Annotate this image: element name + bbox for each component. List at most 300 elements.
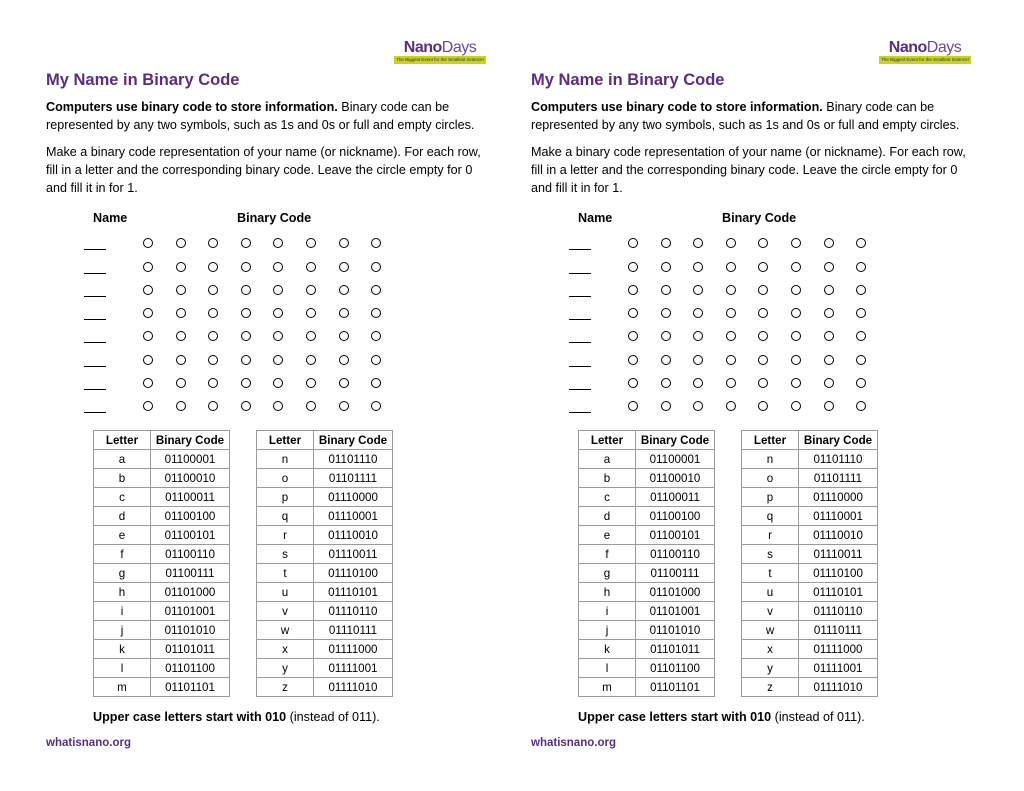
binary-bit-circle[interactable] (208, 331, 218, 341)
binary-code-cell: 01100010 (151, 469, 230, 488)
binary-bit-circle[interactable] (241, 285, 251, 295)
binary-bit-circle[interactable] (306, 285, 316, 295)
binary-bit-circle[interactable] (628, 378, 638, 388)
binary-column-header: Binary Code (237, 211, 312, 225)
binary-bit-circle[interactable] (661, 308, 671, 318)
uppercase-note-bold: Upper case letters start with 010 (93, 710, 287, 724)
letter-cell: x (257, 640, 314, 659)
uppercase-note-rest: (instead of 011). (286, 710, 380, 724)
table-row (579, 526, 715, 545)
binary-bit-circle[interactable] (693, 285, 703, 295)
letter-header: Letter (742, 431, 799, 450)
binary-bit-circle[interactable] (824, 262, 834, 272)
binary-bit-circle[interactable] (176, 238, 186, 248)
letter-cell: v (257, 602, 314, 621)
binary-code-cell: 01110000 (314, 488, 393, 507)
binary-bit-circle[interactable] (143, 285, 153, 295)
binary-bit-circle[interactable] (791, 378, 801, 388)
intro-bold: Computers use binary code to store information. (46, 100, 338, 114)
letter-blank-line[interactable] (84, 273, 106, 274)
binary-bit-circle[interactable] (824, 355, 834, 365)
binary-bit-circle[interactable] (273, 308, 283, 318)
binary-bit-circle[interactable] (791, 262, 801, 272)
letter-cell: e (579, 526, 636, 545)
table-row (742, 469, 878, 488)
binary-bit-circle[interactable] (143, 308, 153, 318)
binary-bit-circle[interactable] (176, 331, 186, 341)
letter-blank-line[interactable] (569, 342, 591, 343)
binary-code-cell: 01101101 (151, 678, 230, 697)
binary-code-cell: 01110010 (799, 526, 878, 545)
binary-column-header: Binary Code (722, 211, 797, 225)
logo-tagline: The Biggest Event for the Smallest Science! (881, 57, 969, 62)
binary-bit-circle[interactable] (693, 401, 703, 411)
letter-cell: q (742, 507, 799, 526)
name-column-header: Name (93, 211, 128, 225)
binary-bit-circle[interactable] (306, 401, 316, 411)
binary-code-cell: 01100110 (636, 545, 715, 564)
binary-bit-circle[interactable] (143, 401, 153, 411)
binary-code-cell: 01101110 (314, 450, 393, 469)
table-row (579, 678, 715, 697)
binary-bit-circle[interactable] (241, 308, 251, 318)
binary-bit-circle[interactable] (824, 285, 834, 295)
binary-bit-circle[interactable] (306, 308, 316, 318)
binary-code-header: Binary Code (799, 431, 878, 450)
table-row (94, 507, 230, 526)
logo-tagline: The Biggest Event for the Smallest Science! (396, 57, 484, 62)
table-row (742, 583, 878, 602)
binary-bit-circle[interactable] (143, 262, 153, 272)
table-row (742, 564, 878, 583)
table-row (94, 469, 230, 488)
binary-code-cell: 01100100 (151, 507, 230, 526)
binary-bit-circle[interactable] (628, 331, 638, 341)
binary-bit-circle[interactable] (273, 285, 283, 295)
binary-bit-circle[interactable] (143, 355, 153, 365)
letter-cell: b (94, 469, 151, 488)
binary-bit-circle[interactable] (758, 378, 768, 388)
binary-bit-circle[interactable] (693, 378, 703, 388)
binary-bit-circle[interactable] (791, 355, 801, 365)
letter-cell: f (579, 545, 636, 564)
binary-bit-circle[interactable] (693, 308, 703, 318)
binary-bit-circle[interactable] (371, 378, 381, 388)
binary-bit-circle[interactable] (726, 285, 736, 295)
binary-bit-circle[interactable] (176, 262, 186, 272)
table-row (579, 564, 715, 583)
binary-bit-circle[interactable] (176, 378, 186, 388)
binary-table-a-m (93, 430, 230, 697)
table-row (94, 450, 230, 469)
binary-bit-circle[interactable] (758, 401, 768, 411)
table-row (257, 583, 393, 602)
page-title: My Name in Binary Code (531, 71, 725, 89)
letter-cell: a (579, 450, 636, 469)
table-row (579, 583, 715, 602)
letter-cell: s (257, 545, 314, 564)
table-row (257, 640, 393, 659)
binary-bit-circle[interactable] (758, 238, 768, 248)
binary-code-cell: 01101111 (799, 469, 878, 488)
letter-cell: l (94, 659, 151, 678)
table-row (742, 507, 878, 526)
worksheet-right (485, 0, 970, 791)
binary-table-a-m (578, 430, 715, 697)
binary-bit-circle[interactable] (371, 401, 381, 411)
binary-bit-circle[interactable] (726, 238, 736, 248)
letter-cell: i (579, 602, 636, 621)
intro-paragraph (531, 98, 971, 134)
binary-code-cell: 01111001 (799, 659, 878, 678)
letter-blank-line[interactable] (84, 296, 106, 297)
binary-bit-circle[interactable] (339, 401, 349, 411)
binary-code-cell: 01101000 (151, 583, 230, 602)
letter-cell: i (94, 602, 151, 621)
binary-bit-circle[interactable] (791, 401, 801, 411)
letter-cell: t (742, 564, 799, 583)
letter-blank-line[interactable] (84, 319, 106, 320)
intro-rest: Binary code can be represented by any two symbols, such as 1s and 0s or full and empty circles. (531, 100, 960, 132)
binary-bit-circle[interactable] (371, 285, 381, 295)
table-row (742, 526, 878, 545)
binary-bit-circle[interactable] (339, 378, 349, 388)
binary-code-cell: 01110011 (799, 545, 878, 564)
binary-code-cell: 01110000 (799, 488, 878, 507)
table-row (742, 602, 878, 621)
letter-cell: z (257, 678, 314, 697)
binary-bit-circle[interactable] (176, 355, 186, 365)
letter-blank-line[interactable] (569, 389, 591, 390)
binary-bit-circle[interactable] (661, 262, 671, 272)
binary-bit-circle[interactable] (856, 238, 866, 248)
binary-bit-circle[interactable] (273, 378, 283, 388)
binary-code-cell: 01100001 (151, 450, 230, 469)
binary-code-cell: 01110001 (799, 507, 878, 526)
table-row (579, 450, 715, 469)
binary-code-cell: 01100110 (151, 545, 230, 564)
letter-cell: x (742, 640, 799, 659)
binary-bit-circle[interactable] (208, 378, 218, 388)
binary-bit-circle[interactable] (176, 401, 186, 411)
table-row (94, 488, 230, 507)
binary-code-cell: 01101110 (799, 450, 878, 469)
binary-bit-circle[interactable] (856, 401, 866, 411)
binary-bit-circle[interactable] (758, 331, 768, 341)
binary-bit-circle[interactable] (824, 238, 834, 248)
binary-bit-circle[interactable] (824, 331, 834, 341)
letter-blank-line[interactable] (569, 249, 591, 250)
uppercase-note (93, 710, 380, 724)
binary-code-cell: 01110011 (314, 545, 393, 564)
binary-code-cell: 01110111 (799, 621, 878, 640)
binary-code-cell: 01110101 (314, 583, 393, 602)
binary-bit-circle[interactable] (273, 355, 283, 365)
table-row (742, 659, 878, 678)
binary-bit-circle[interactable] (824, 401, 834, 411)
binary-bit-circle[interactable] (628, 401, 638, 411)
letter-cell: d (94, 507, 151, 526)
binary-bit-circle[interactable] (856, 378, 866, 388)
binary-bit-circle[interactable] (371, 262, 381, 272)
letter-cell: w (742, 621, 799, 640)
binary-code-cell: 01101010 (151, 621, 230, 640)
binary-bit-circle[interactable] (208, 355, 218, 365)
letter-cell: o (257, 469, 314, 488)
table-row (94, 678, 230, 697)
binary-bit-circle[interactable] (693, 262, 703, 272)
binary-table-n-z (741, 430, 878, 697)
letter-blank-line[interactable] (569, 366, 591, 367)
binary-bit-circle[interactable] (758, 355, 768, 365)
letter-cell: h (579, 583, 636, 602)
binary-bit-circle[interactable] (176, 308, 186, 318)
binary-bit-circle[interactable] (791, 331, 801, 341)
letter-cell: q (257, 507, 314, 526)
page-title: My Name in Binary Code (46, 71, 240, 89)
binary-code-cell: 01111000 (314, 640, 393, 659)
binary-bit-circle[interactable] (208, 401, 218, 411)
binary-code-cell: 01101011 (636, 640, 715, 659)
letter-cell: z (742, 678, 799, 697)
letter-cell: y (257, 659, 314, 678)
table-row (579, 488, 715, 507)
letter-cell: d (579, 507, 636, 526)
binary-bit-circle[interactable] (143, 238, 153, 248)
table-row (94, 659, 230, 678)
letter-cell: j (94, 621, 151, 640)
binary-bit-circle[interactable] (661, 331, 671, 341)
binary-bit-circle[interactable] (241, 355, 251, 365)
binary-bit-circle[interactable] (339, 238, 349, 248)
binary-bit-circle[interactable] (628, 262, 638, 272)
binary-bit-circle[interactable] (726, 355, 736, 365)
binary-code-cell: 01110101 (799, 583, 878, 602)
table-row (742, 640, 878, 659)
intro-bold: Computers use binary code to store information. (531, 100, 823, 114)
letter-blank-line[interactable] (84, 389, 106, 390)
binary-bit-circle[interactable] (143, 331, 153, 341)
binary-bit-circle[interactable] (306, 331, 316, 341)
binary-bit-circle[interactable] (339, 262, 349, 272)
letter-cell: h (94, 583, 151, 602)
binary-bit-circle[interactable] (628, 238, 638, 248)
letter-blank-line[interactable] (84, 412, 106, 413)
binary-bit-circle[interactable] (628, 308, 638, 318)
table-row (257, 659, 393, 678)
binary-bit-circle[interactable] (693, 355, 703, 365)
letter-cell: y (742, 659, 799, 678)
letter-cell: k (579, 640, 636, 659)
binary-bit-circle[interactable] (726, 331, 736, 341)
letter-cell: w (257, 621, 314, 640)
binary-bit-circle[interactable] (371, 238, 381, 248)
table-row (579, 621, 715, 640)
binary-bit-circle[interactable] (273, 331, 283, 341)
binary-bit-circle[interactable] (758, 285, 768, 295)
table-row (257, 469, 393, 488)
name-column-header: Name (578, 211, 613, 225)
binary-code-cell: 01110110 (314, 602, 393, 621)
binary-bit-circle[interactable] (726, 262, 736, 272)
binary-bit-circle[interactable] (693, 238, 703, 248)
table-row (257, 545, 393, 564)
binary-bit-circle[interactable] (726, 308, 736, 318)
letter-cell: l (579, 659, 636, 678)
letter-blank-line[interactable] (569, 319, 591, 320)
binary-bit-circle[interactable] (339, 308, 349, 318)
binary-code-cell: 01101100 (636, 659, 715, 678)
binary-bit-circle[interactable] (241, 262, 251, 272)
instructions-paragraph: Make a binary code representation of your name (or nickname). For each row, fill in a letter and the corresponding binary code. Leave the circle empty for 0 and fill it in for 1. (531, 145, 966, 195)
binary-code-cell: 01101101 (636, 678, 715, 697)
letter-blank-line[interactable] (84, 249, 106, 250)
binary-bit-circle[interactable] (143, 378, 153, 388)
letter-blank-line[interactable] (569, 296, 591, 297)
uppercase-note (578, 710, 865, 724)
binary-bit-circle[interactable] (726, 401, 736, 411)
binary-code-cell: 01110110 (799, 602, 878, 621)
binary-bit-circle[interactable] (726, 378, 736, 388)
letter-cell: n (742, 450, 799, 469)
binary-bit-circle[interactable] (371, 308, 381, 318)
binary-bit-circle[interactable] (693, 331, 703, 341)
binary-bit-circle[interactable] (208, 238, 218, 248)
binary-bit-circle[interactable] (371, 331, 381, 341)
binary-bit-circle[interactable] (208, 285, 218, 295)
instructions-paragraph: Make a binary code representation of your name (or nickname). For each row, fill in a letter and the corresponding binary code. Leave the circle empty for 0 and fill it in for 1. (46, 145, 481, 195)
letter-cell: a (94, 450, 151, 469)
binary-code-cell: 01101111 (314, 469, 393, 488)
letter-cell: n (257, 450, 314, 469)
binary-bit-circle[interactable] (791, 238, 801, 248)
letter-cell: t (257, 564, 314, 583)
table-row (257, 602, 393, 621)
binary-bit-circle[interactable] (856, 262, 866, 272)
binary-code-cell: 01111000 (799, 640, 878, 659)
letter-cell: v (742, 602, 799, 621)
letter-blank-line[interactable] (84, 342, 106, 343)
letter-cell: p (742, 488, 799, 507)
letter-cell: e (94, 526, 151, 545)
table-row (94, 602, 230, 621)
binary-bit-circle[interactable] (241, 238, 251, 248)
table-row (742, 450, 878, 469)
letter-cell: m (94, 678, 151, 697)
binary-bit-circle[interactable] (273, 262, 283, 272)
binary-table-n-z (256, 430, 393, 697)
binary-bit-circle[interactable] (306, 378, 316, 388)
binary-bit-circle[interactable] (241, 401, 251, 411)
binary-code-cell: 01100111 (151, 564, 230, 583)
table-row (94, 621, 230, 640)
binary-bit-circle[interactable] (791, 285, 801, 295)
binary-bit-circle[interactable] (661, 238, 671, 248)
binary-code-header: Binary Code (151, 431, 230, 450)
binary-bit-circle[interactable] (661, 355, 671, 365)
binary-bit-circle[interactable] (661, 285, 671, 295)
binary-bit-circle[interactable] (208, 262, 218, 272)
binary-bit-circle[interactable] (791, 308, 801, 318)
binary-bit-circle[interactable] (758, 262, 768, 272)
binary-bit-circle[interactable] (273, 238, 283, 248)
table-row (257, 564, 393, 583)
binary-bit-circle[interactable] (208, 308, 218, 318)
table-row (94, 640, 230, 659)
letter-cell: r (257, 526, 314, 545)
binary-bit-circle[interactable] (371, 355, 381, 365)
table-row (579, 507, 715, 526)
table-row (257, 450, 393, 469)
binary-bit-circle[interactable] (176, 285, 186, 295)
binary-bit-circle[interactable] (856, 308, 866, 318)
letter-cell: r (742, 526, 799, 545)
binary-code-cell: 01110001 (314, 507, 393, 526)
letter-cell: s (742, 545, 799, 564)
table-row (94, 583, 230, 602)
logo-wordmark: NanoDays (888, 39, 962, 56)
binary-code-cell: 01110111 (314, 621, 393, 640)
footer-url[interactable]: whatisnano.org (531, 737, 616, 749)
table-row (742, 545, 878, 564)
binary-bit-circle[interactable] (306, 355, 316, 365)
binary-code-cell: 01100101 (636, 526, 715, 545)
binary-bit-circle[interactable] (339, 331, 349, 341)
binary-code-header: Binary Code (636, 431, 715, 450)
binary-bit-circle[interactable] (758, 308, 768, 318)
letter-blank-line[interactable] (84, 366, 106, 367)
binary-bit-circle[interactable] (339, 355, 349, 365)
binary-bit-circle[interactable] (241, 378, 251, 388)
letter-blank-line[interactable] (569, 273, 591, 274)
binary-bit-circle[interactable] (661, 401, 671, 411)
uppercase-note-rest: (instead of 011). (771, 710, 865, 724)
table-row (579, 545, 715, 564)
binary-bit-circle[interactable] (339, 285, 349, 295)
table-row (742, 488, 878, 507)
intro-rest: Binary code can be represented by any two symbols, such as 1s and 0s or full and empty circles. (46, 100, 475, 132)
binary-bit-circle[interactable] (856, 285, 866, 295)
binary-bit-circle[interactable] (628, 285, 638, 295)
footer-url[interactable]: whatisnano.org (46, 737, 131, 749)
letter-cell: g (94, 564, 151, 583)
table-row (579, 640, 715, 659)
binary-bit-circle[interactable] (241, 331, 251, 341)
binary-bit-circle[interactable] (306, 262, 316, 272)
binary-bit-circle[interactable] (628, 355, 638, 365)
nanodays-logo (879, 39, 971, 65)
binary-bit-circle[interactable] (824, 378, 834, 388)
worksheet-left (0, 0, 485, 791)
binary-code-cell: 01100010 (636, 469, 715, 488)
binary-bit-circle[interactable] (306, 238, 316, 248)
binary-bit-circle[interactable] (856, 331, 866, 341)
binary-bit-circle[interactable] (824, 308, 834, 318)
table-row (257, 621, 393, 640)
binary-code-cell: 01100100 (636, 507, 715, 526)
binary-bit-circle[interactable] (273, 401, 283, 411)
binary-code-cell: 01101001 (636, 602, 715, 621)
table-row (257, 488, 393, 507)
letter-cell: k (94, 640, 151, 659)
binary-bit-circle[interactable] (856, 355, 866, 365)
binary-code-cell: 01100111 (636, 564, 715, 583)
binary-code-cell: 01101011 (151, 640, 230, 659)
table-row (742, 621, 878, 640)
table-row (94, 564, 230, 583)
letter-blank-line[interactable] (569, 412, 591, 413)
binary-bit-circle[interactable] (661, 378, 671, 388)
